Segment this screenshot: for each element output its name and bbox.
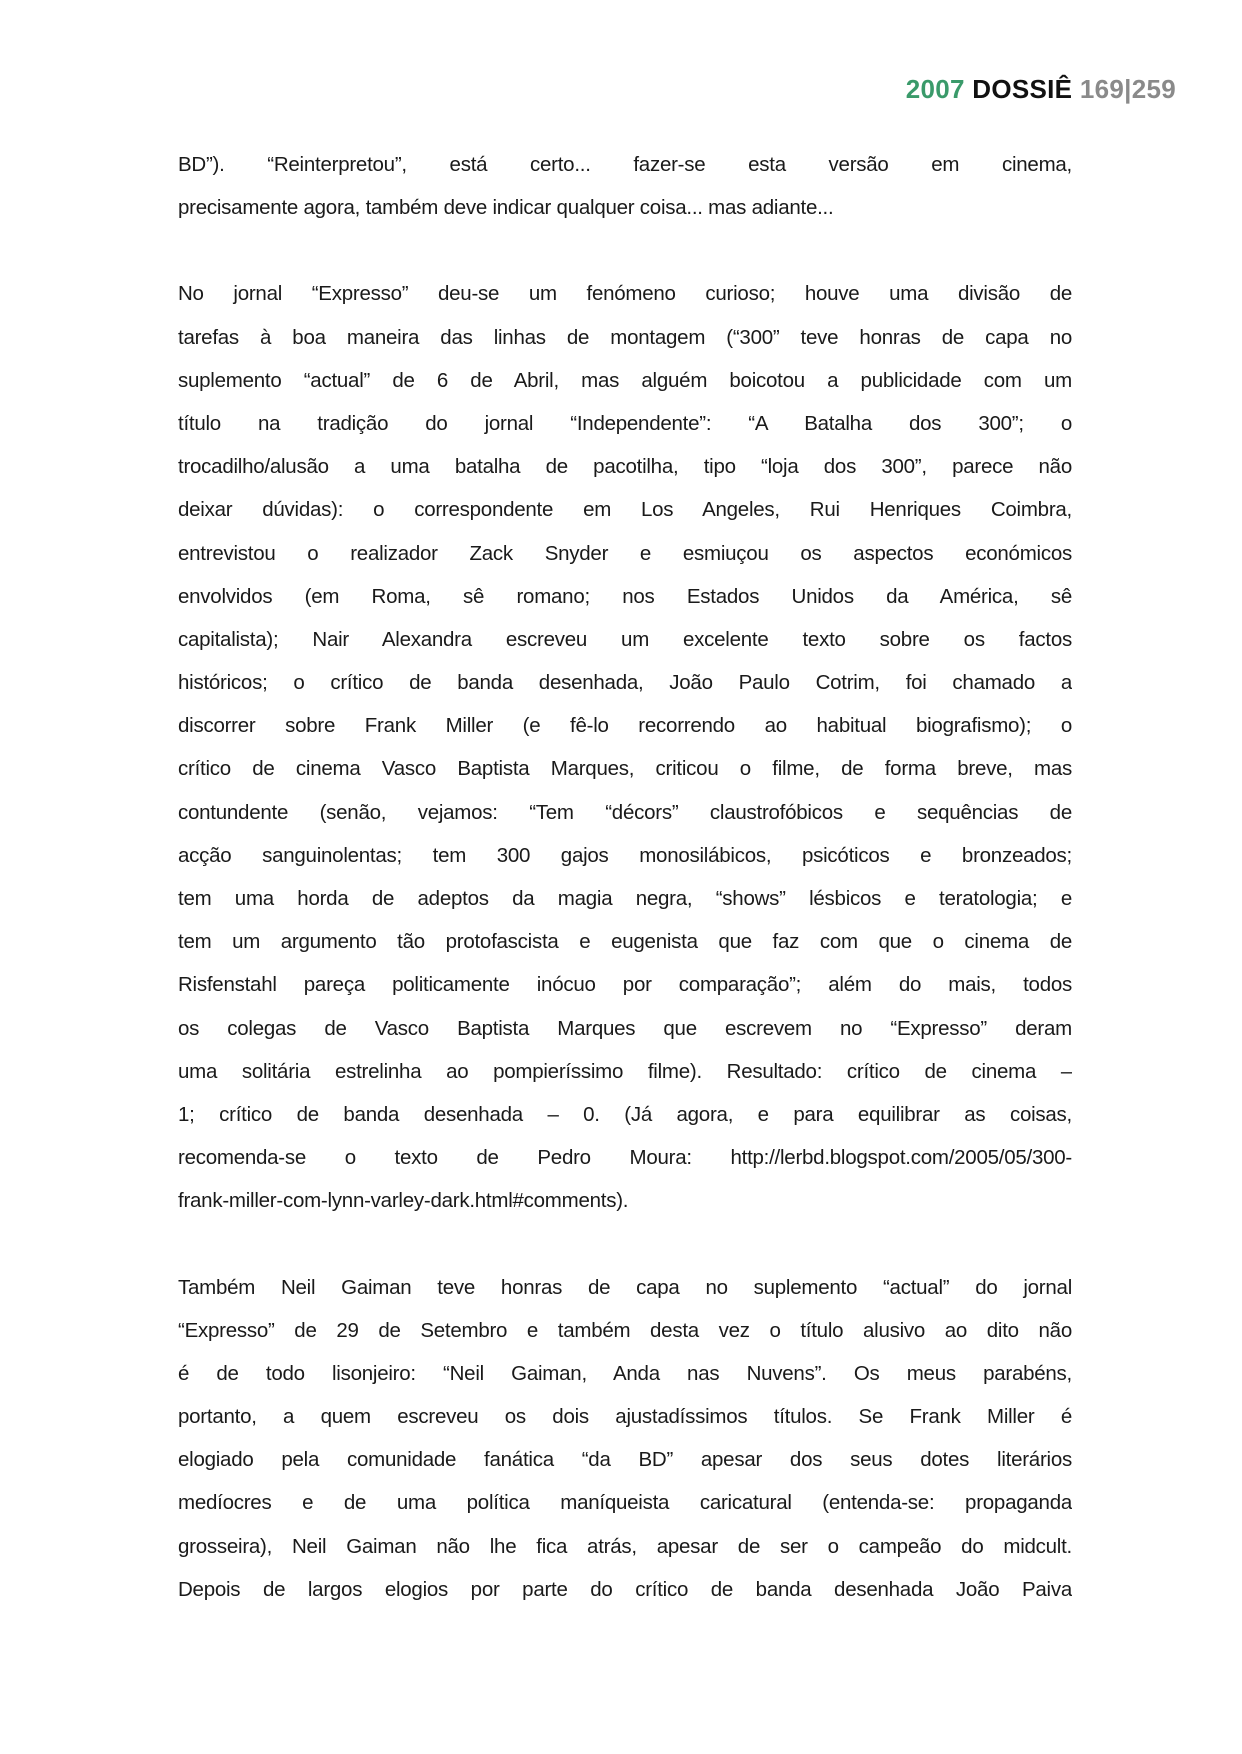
text-line: No jornal “Expresso” deu-se um fenómeno curioso; houve uma divisão de [178,282,1072,306]
text-line: discorrer sobre Frank Miller (e fê-lo recorrendo ao habitual biografismo); o [178,714,1072,738]
text-line: Também Neil Gaiman teve honras de capa no suplemento “actual” do jornal [178,1275,1072,1299]
text-line: título na tradição do jornal “Independente”: “A Batalha dos 300”; o [178,411,1072,435]
text-line: medíocres e de uma política maníqueista caricatural (entenda-se: propaganda [178,1491,1072,1515]
text-line: históricos; o crítico de banda desenhada, João Paulo Cotrim, foi chamado a [178,671,1072,695]
text-line: uma solitária estrelinha ao pompieríssimo filme). Resultado: crítico de cinema – [178,1059,1072,1083]
paragraph [178,143,1072,229]
text-line: portanto, a quem escreveu os dois ajustadíssimos títulos. Se Frank Miller é [178,1405,1072,1429]
text-line: é de todo lisonjeiro: “Neil Gaiman, Anda nas Nuvens”. Os meus parabéns, [178,1361,1072,1385]
paragraph [178,1266,1072,1612]
header-page-number: 169|259 [1079,74,1176,104]
text-line: frank-miller-com-lynn-varley-dark.html#comments). [178,1189,629,1213]
document-body [178,143,1072,1654]
text-line: deixar dúvidas): o correspondente em Los Angeles, Rui Henriques Coimbra, [178,498,1072,522]
text-line: entrevistou o realizador Zack Snyder e esmiuçou os aspectos económicos [178,541,1072,565]
header-year: 2007 [905,74,965,104]
text-line: acção sanguinolentas; tem 300 gajos monosilábicos, psicóticos e bronzeados; [178,843,1072,867]
text-line: envolvidos (em Roma, sê romano; nos Estados Unidos da América, sê [178,584,1072,608]
text-line: grosseira), Neil Gaiman não lhe fica atrás, apesar de ser o campeão do midcult. [178,1534,1072,1558]
text-line: recomenda-se o texto de Pedro Moura: http://lerbd.blogspot.com/2005/05/300- [178,1146,1072,1170]
text-line: precisamente agora, também deve indicar qualquer coisa... mas adiante... [178,196,834,220]
text-line: Depois de largos elogios por parte do crítico de banda desenhada João Paiva [178,1577,1072,1601]
text-line: 1; crítico de banda desenhada – 0. (Já agora, e para equilibrar as coisas, [178,1102,1072,1126]
text-line: crítico de cinema Vasco Baptista Marques, criticou o filme, de forma breve, mas [178,757,1072,781]
header-title: DOSSIÊ [972,74,1073,104]
text-line: BD”). “Reinterpretou”, está certo... fazer-se esta versão em cinema, [178,153,1072,176]
text-line: tarefas à boa maneira das linhas de montagem (“300” teve honras de capa no [178,325,1072,349]
page-header [906,74,1176,105]
text-line: contundente (senão, vejamos: “Tem “décors” claustrofóbicos e sequências de [178,800,1072,824]
text-line: Risfenstahl pareça politicamente inócuo por comparação”; além do mais, todos [178,973,1072,997]
text-line: elogiado pela comunidade fanática “da BD” apesar dos seus dotes literários [178,1448,1072,1472]
text-line: tem um argumento tão protofascista e eugenista que faz com que o cinema de [178,930,1072,954]
text-line: suplemento “actual” de 6 de Abril, mas alguém boicotou a publicidade com um [178,368,1072,392]
text-line: trocadilho/alusão a uma batalha de pacotilha, tipo “loja dos 300”, parece não [178,455,1072,479]
paragraph [178,272,1072,1222]
text-line: os colegas de Vasco Baptista Marques que escrevem no “Expresso” deram [178,1016,1072,1040]
text-line: capitalista); Nair Alexandra escreveu um excelente texto sobre os factos [178,627,1072,651]
text-line: tem uma horda de adeptos da magia negra, “shows” lésbicos e teratologia; e [178,887,1072,910]
text-line: “Expresso” de 29 de Setembro e também desta vez o título alusivo ao dito não [178,1318,1072,1342]
